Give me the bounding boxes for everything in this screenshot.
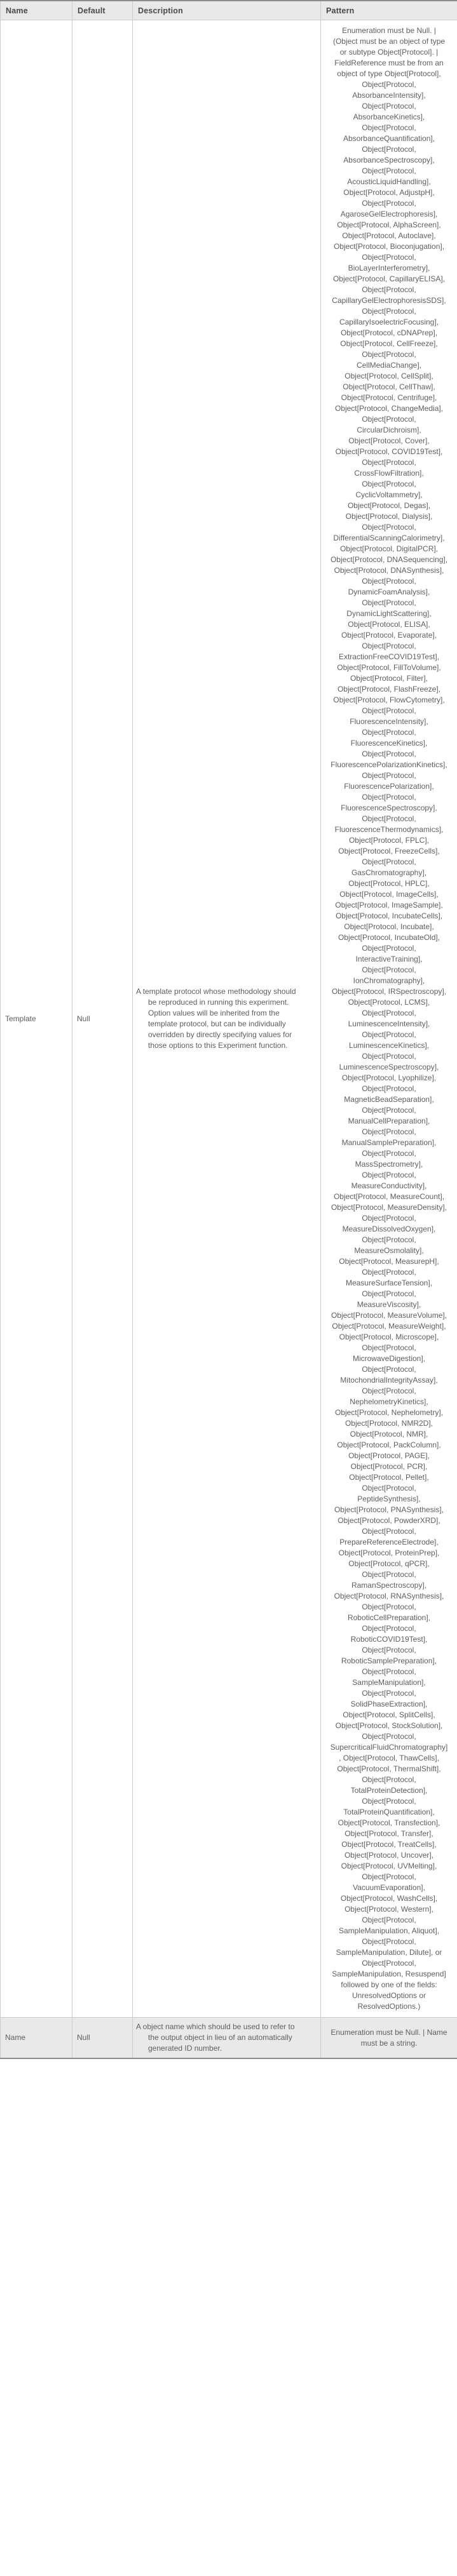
table-row-template: [1, 20, 457, 2018]
column-header-name: Name: [1, 1, 72, 20]
column-header-default: Default: [72, 1, 133, 20]
table-row-name: [1, 2018, 457, 2059]
cell-name-name: Name: [1, 2018, 72, 2059]
template-description-text: A template protocol whose methodology should be reproduced in running this experiment. Option values will be inherited from the template protocol, but can be individually overridden by directly specifying values for those options to this Experiment function.: [136, 987, 296, 1050]
cell-template-name: Template: [1, 20, 72, 2018]
cell-name-description: [133, 2018, 321, 2059]
name-description-text: A object name which should be used to refer to the output object in lieu of an automatically generated ID number.: [136, 2022, 295, 2053]
cell-template-description: [133, 20, 321, 2018]
cell-template-pattern: Enumeration must be Null. | (Object must be an object of type or subtype Object[Protocol]. | FieldReference must be from an object of type Object[Protocol], Object[Protocol, AbsorbanceIntensity], Object[Protocol, AbsorbanceKinetics], Object[Protocol, AbsorbanceQuantification], Object[Protocol, AbsorbanceSpectroscopy], Object[Protocol, AcousticLiquidHandling], Object[Protocol, AdjustpH], Object[Protocol, AgaroseGelElectrophoresis], Object[Protocol, AlphaScreen], Object[Protocol, Autoclave], Object[Protocol, Bioconjugation], Object[Protocol, BioLayerInterferometry], Object[Protocol, CapillaryELISA], Object[Protocol, CapillaryGelElectrophoresisSDS], Object[Protocol, CapillaryIsoelectricFocusing], Object[Protocol, cDNAPrep], Object[Protocol, CellFreeze], Object[Protocol, CellMediaChange], Object[Protocol, CellSplit], Object[Protocol, CellThaw], Object[Protocol, Centrifuge], Object[Protocol, ChangeMedia], Object[Protocol, CircularDichroism], Object[Protocol, Cover], Object[Protocol, COVID19Test], Object[Protocol, CrossFlowFiltration], Object[Protocol, CyclicVoltammetry], Object[Protocol, Degas], Object[Protocol, Dialysis], Object[Protocol, DifferentialScanningCalorimetry], Object[Protocol, DigitalPCR], Object[Protocol, DNASequencing], Object[Protocol, DNASynthesis], Object[Protocol, DynamicFoamAnalysis], Object[Protocol, DynamicLightScattering], Object[Protocol, ELISA], Object[Protocol, Evaporate], Object[Protocol, ExtractionFreeCOVID19Test], Object[Protocol, FillToVolume], Object[Protocol, Filter], Object[Protocol, FlashFreeze], Object[Protocol, FlowCytometry], Object[Protocol, FluorescenceIntensity], Object[Protocol, FluorescenceKinetics], Object[Protocol, FluorescencePolarizationKinetics], Object[Protocol, FluorescencePolarization], Object[Protocol, FluorescenceSpectroscopy], Object[Protocol, FluorescenceThermodynamics], Object[Protocol, FPLC], Object[Protocol, FreezeCells], Object[Protocol, GasChromatography], Object[Protocol, HPLC], Object[Protocol, ImageCells], Object[Protocol, ImageSample], Object[Protocol, IncubateCells], Object[Protocol, Incubate], Object[Protocol, IncubateOld], Object[Protocol, InteractiveTraining], Object[Protocol, IonChromatography], Object[Protocol, IRSpectroscopy], Object[Protocol, LCMS], Object[Protocol, LuminescenceIntensity], Object[Protocol, LuminescenceKinetics], Object[Protocol, LuminescenceSpectroscopy], Object[Protocol, Lyophilize], Object[Protocol, MagneticBeadSeparation], Object[Protocol, ManualCellPreparation], Object[Protocol, ManualSamplePreparation], Object[Protocol, MassSpectrometry], Object[Protocol, MeasureConductivity], Object[Protocol, MeasureCount], Object[Protocol, MeasureDensity], Object[Protocol, MeasureDissolvedOxygen], Object[Protocol, MeasureOsmolality], Object[Protocol, MeasurepH], Object[Protocol, MeasureSurfaceTension], Object[Protocol, MeasureViscosity], Object[Protocol, MeasureVolume], Object[Protocol, MeasureWeight], Object[Protocol, Microscope], Object[Protocol, MicrowaveDigestion], Object[Protocol, MitochondrialIntegrityAssay], Object[Protocol, NephelometryKinetics], Object[Protocol, Nephelometry], Object[Protocol, NMR2D], Object[Protocol, NMR], Object[Protocol, PackColumn], Object[Protocol, PAGE], Object[Protocol, PCR], Object[Protocol, Pellet], Object[Protocol, PeptideSynthesis], Object[Protocol, PNASynthesis], Object[Protocol, PowderXRD], Object[Protocol, PrepareReferenceElectrode], Object[Protocol, ProteinPrep], Object[Protocol, qPCR], Object[Protocol, RamanSpectroscopy], Object[Protocol, RNASynthesis], Object[Protocol, RoboticCellPreparation], Object[Protocol, RoboticCOVID19Test], Object[Protocol, RoboticSamplePreparation], Object[Protocol, SampleManipulation], Object[Protocol, SolidPhaseExtraction], Object[Protocol, SplitCells], Object[Protocol, StockSolution], Object[Protocol, SupercriticalFluidChromatography], Object[Protocol, ThawCells], Object[Protocol, ThermalShift], Object[Protocol, TotalProteinDetection], Object[Protocol, TotalProteinQuantification], Object[Protocol, Transfection], Object[Protocol, Transfer], Object[Protocol, TreatCells], Object[Protocol, Uncover], Object[Protocol, UVMelting], Object[Protocol, VacuumEvaporation], Object[Protocol, WashCells], Object[Protocol, Western], Object[Protocol, SampleManipulation, Aliquot], Object[Protocol, SampleManipulation, Dilute], or Object[Protocol, SampleManipulation, Resuspend] followed by one of the fields: UnresolvedOptions or ResolvedOptions.): [321, 20, 457, 2018]
cell-name-default: Null: [72, 2018, 133, 2059]
column-header-description: Description: [133, 1, 321, 20]
cell-template-default: Null: [72, 20, 133, 2018]
cell-name-pattern: Enumeration must be Null. | Name must be a string.: [321, 2018, 457, 2059]
column-header-pattern: Pattern: [321, 1, 457, 20]
table-header-row: [1, 1, 457, 20]
